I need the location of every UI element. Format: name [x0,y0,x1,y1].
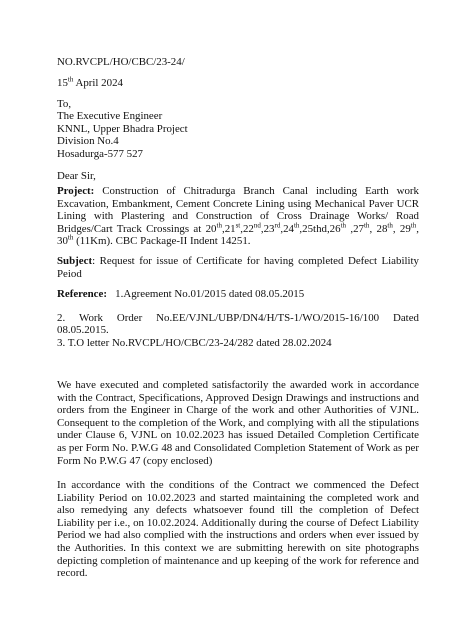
subject-label: Subject [57,255,93,267]
to-label: To, [57,98,72,110]
address-line: Hosadurga-577 527 [57,147,144,160]
chainage: 21st [224,221,241,235]
chainage: 30th [57,233,74,248]
subject-text: : Request for issue of Certificate for having completed Defect Liability Peiod [57,255,419,280]
chainage: 22nd [242,221,261,235]
recipient-address [57,110,419,160]
reference-label: Reference: [57,288,107,300]
project-text: Construction of Chitradurga Branch Canal including Earth work Excavation, Embankment, Cement Concrete Lining using Mechanical Paver UCR Lining with Plastering and Construction of Cross Drainage Works/ Road Bridges/Cart Track Crossings at [57,185,419,235]
address-line: KNNL, Upper Bhadra Project [57,122,188,135]
reference-item-continued: 08.05.2015. [57,324,109,337]
reference-item: 3. T.O letter No.RVCPL/HO/CBC/23-24/282 dated 28.02.2024 [57,336,332,349]
project-paragraph: Project: Construction of Chitradurga Branch Canal including Earth work Excavation, Embankment, Cement Concrete Lining using Mechanical Paver UCR Lining with Plastering and Construction of Cross Drainage Works/ Road Bridges/Cart Track Crossings at 20th,21st,22nd,23rd,24th,25thd,26th ,27th, 28th, 29th, 30th (11Km). CBC Package-II Indent 14251. [57,185,419,248]
reference-item: Reference: 1.Agreement No.01/2015 dated 08.05.2015 [57,288,305,300]
chainage: ,27th [346,221,370,235]
date-month-year: April 2024 [75,77,123,89]
chainage: 23rd [263,221,281,235]
address-line: Division No.4 [57,135,119,148]
body-paragraph-2: In accordance with the conditions of the Contract we commenced the Defect Liability Period on 10.02.2023 and started maintaining the completed work and also remedying any defects whatsoever found till the completion of Defect Liability per i.e., on 10.02.2024. Additionally during the course of Defect Liability Period we had also complied with the instructions and orders when ever issued by the Authorities. In this context we are submitting herewith on site photographs depicting completion of maintenance and up keeping of the work for reference and record. [57,479,419,580]
chainage: 29th [395,221,417,235]
address-line: The Executive Engineer [57,110,163,122]
chainage: 28th [372,221,393,235]
reference-block [57,288,419,349]
reference-number: NO.RVCPL/HO/CBC/23-24/ [57,56,185,68]
salutation: Dear Sir, [57,170,96,182]
chainage: 20th [205,221,222,235]
subject-paragraph [57,255,419,280]
chainage: 24th [283,221,300,235]
reference-item: 2. Work Order No.EE/VJNL/UBP/DN4/H/TS-1/WO/2015-16/100 Dated [57,311,419,324]
letter-date [57,77,419,90]
project-text-tail: (11Km). CBC Package-II Indent 14251. [73,235,251,248]
date-day: 15 [57,77,68,89]
date-day-suffix: th [67,75,74,84]
body-paragraph-1: We have executed and completed satisfactorily the awarded work in accordance with the Contract, Specifications, Approved Design Drawings and instructions and orders from the Engineer in Charge of the work and other Authorities of VJNL. Consequent to the completion of the Work, and complying with all the stipulations under Clause 6, VJNL on 10.02.2023 has issued Detailed Completion Certificate as per Form No. P.W.G 48 and Consolidated Completion Statement of Work as per Form No P.W.G 47 (copy enclosed) [57,379,419,467]
chainage: 25thd,26th [302,221,347,235]
project-label: Project: [57,185,95,197]
